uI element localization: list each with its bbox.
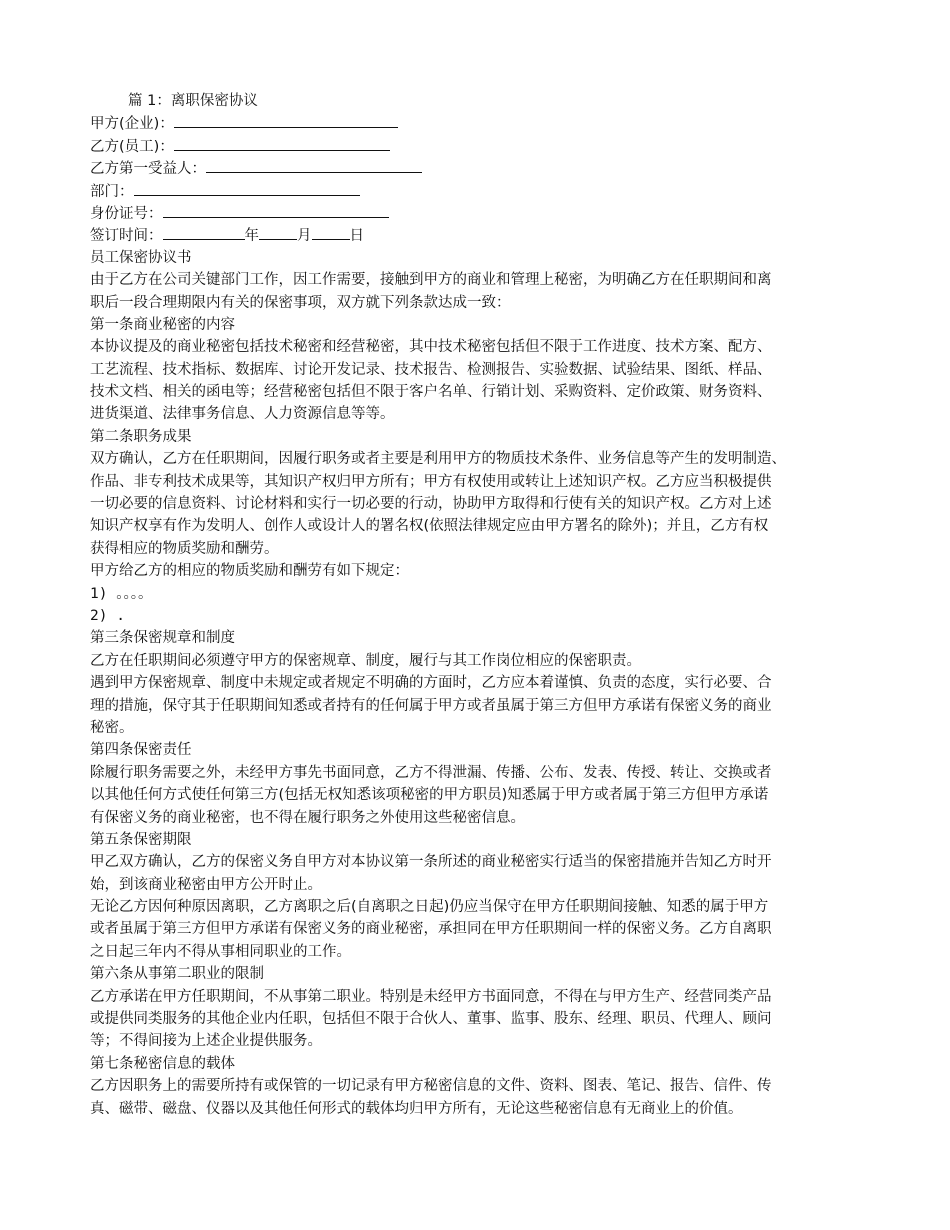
text-line: 进货渠道、法律事务信息、人力资源信息等等。: [90, 406, 395, 423]
text-line: 知识产权享有作为发明人、创作人或设计人的署名权(依照法律规定应由甲方署名的除外)；并且，乙方有权: [90, 518, 769, 535]
text-line: 第三条保密规章和制度: [90, 630, 235, 647]
month-label: 月: [297, 228, 312, 245]
text-line: 第六条从事第二职业的限制: [90, 966, 264, 983]
text-line: 遇到甲方保密规章、制度中未规定或者规定不明确的方面时，乙方应本着谨慎、负责的态度，实行必要、合: [90, 675, 772, 692]
text-line: 有保密义务的商业秘密，也不得在履行职务之外使用这些秘密信息。: [90, 809, 525, 826]
field-label: 乙方(员工)：: [90, 138, 174, 155]
document-body: [90, 90, 870, 1120]
text-line: 双方确认，乙方在任职期间，因履行职务或者主要是利用甲方的物质技术条件、业务信息等产生的发明制造、: [90, 451, 786, 468]
text-line: 除履行职务需要之外，未经甲方事先书面同意，乙方不得泄漏、传播、公布、发表、传授、转让、交换或者: [90, 764, 772, 781]
text-line: 乙方因职务上的需要所持有或保管的一切记录有甲方秘密信息的文件、资料、图表、笔记、报告、信件、传: [90, 1078, 772, 1095]
text-line: 或者虽属于第三方但甲方承诺有保密义务的商业秘密，承担同在甲方任职期间一样的保密义务。乙方自离职: [90, 921, 772, 938]
field-label: 甲方(企业)：: [90, 116, 174, 133]
field-signing-date: [90, 224, 870, 246]
text-line: 秘密。: [90, 719, 134, 736]
field-label: 签订时间：: [90, 228, 163, 245]
text-line: 乙方在任职期间必须遵守甲方的保密规章、制度，履行与其工作岗位相应的保密职责。: [90, 652, 641, 669]
text-line: 真、磁带、磁盘、仪器以及其他任何形式的载体均归甲方所有，无论这些秘密信息有无商业上的价值。: [90, 1100, 743, 1117]
fill-blank: [174, 135, 390, 151]
text-line: 第七条秘密信息的载体: [90, 1055, 235, 1072]
text-line: 等；不得间接为上述企业提供服务。: [90, 1033, 322, 1050]
text-line: 工艺流程、技术指标、数据库、讨论开发记录、技术报告、检测报告、实验数据、试验结果、图纸、样品、: [90, 361, 772, 378]
document-title: 篇 1：离职保密协议: [128, 93, 258, 109]
field-department: [90, 180, 870, 202]
text-line: 本协议提及的商业秘密包括技术秘密和经营秘密，其中技术秘密包括但不限于工作进度、技术方案、配方、: [90, 339, 772, 356]
text-line: 之日起三年内不得从事相同职业的工作。: [90, 943, 351, 960]
text-line: 1) 。。。。: [90, 585, 153, 602]
fill-blank: [206, 157, 422, 173]
text-line: 甲乙双方确认，乙方的保密义务自甲方对本协议第一条所述的商业秘密实行适当的保密措施并告知乙方时开: [90, 854, 772, 871]
text-line: 第一条商业秘密的内容: [90, 316, 235, 333]
text-line: 或提供同类服务的其他企业内任职，包括但不限于合伙人、董事、监事、股东、经理、职员、代理人、顾问: [90, 1011, 772, 1028]
text-line: 技术文档、相关的函电等；经营秘密包括但不限于客户名单、行销计划、采购资料、定价政策、财务资料、: [90, 384, 772, 401]
text-line: 由于乙方在公司关键部门工作，因工作需要，接触到甲方的商业和管理上秘密，为明确乙方在任职期间和离: [90, 272, 772, 289]
text-line: 2) .: [90, 607, 125, 624]
text-line: 无论乙方因何种原因离职，乙方离职之后(自离职之日起)仍应当保守在甲方任职期间接触、知悉的属于甲方: [90, 899, 769, 916]
field-label: 身份证号：: [90, 205, 163, 222]
field-label: 乙方第一受益人：: [90, 161, 206, 178]
text-line: 一切必要的信息资料、讨论材料和实行一切必要的行动，协助甲方取得和行使有关的知识产权。乙方对上述: [90, 496, 772, 513]
text-line: 理的措施，保守其于任职期间知悉或者持有的任何属于甲方或者虽属于第三方但甲方承诺有保密义务的商业: [90, 697, 772, 714]
text-line: 员工保密协议书: [90, 249, 192, 266]
year-blank: [163, 224, 245, 240]
field-id-number: [90, 202, 870, 224]
day-blank: [312, 224, 350, 240]
text-line: 第四条保密责任: [90, 742, 192, 759]
text-line: 以其他任何方式使任何第三方(包括无权知悉该项秘密的甲方职员)知悉属于甲方或者属于第三方但甲方承诺: [90, 787, 769, 804]
text-line: 获得相应的物质奖励和酬劳。: [90, 540, 279, 557]
fill-blank: [134, 180, 360, 196]
field-beneficiary: [90, 157, 870, 179]
fill-blank: [174, 112, 398, 128]
text-line: 甲方给乙方的相应的物质奖励和酬劳有如下规定：: [90, 563, 409, 580]
text-line: 乙方承诺在甲方任职期间，不从事第二职业。特别是未经甲方书面同意，不得在与甲方生产、经营同类产品: [90, 988, 772, 1005]
text-line: 作品、非专利技术成果等，其知识产权归甲方所有；甲方有权使用或转让上述知识产权。乙方应当积极提供: [90, 473, 772, 490]
fill-blank: [163, 202, 389, 218]
month-blank: [259, 224, 297, 240]
text-line: 职后一段合理期限内有关的保密事项，双方就下列条款达成一致：: [90, 294, 511, 311]
text-line: 第五条保密期限: [90, 831, 192, 848]
field-label: 部门：: [90, 183, 134, 200]
day-label: 日: [349, 228, 364, 245]
field-party-a: [90, 112, 870, 134]
text-line: 第二条职务成果: [90, 428, 192, 445]
field-party-b: [90, 135, 870, 157]
document-text: [90, 247, 870, 1120]
text-line: 始，到该商业秘密由甲方公开时止。: [90, 876, 322, 893]
year-label: 年: [244, 228, 259, 245]
